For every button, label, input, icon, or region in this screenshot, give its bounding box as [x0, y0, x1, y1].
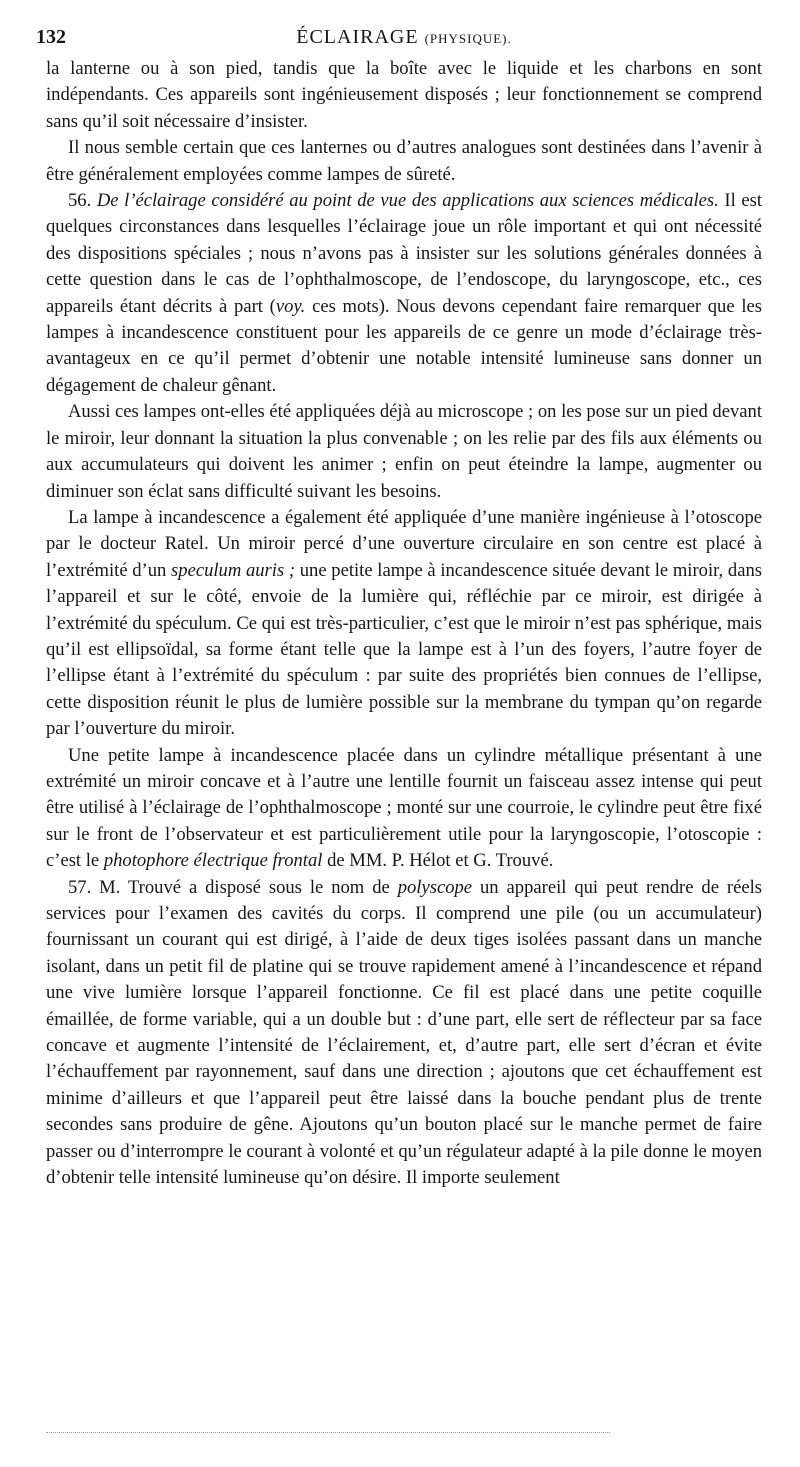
speculum-term: speculum auris ; — [171, 559, 296, 581]
running-head-subtitle: (PHYSIQUE). — [424, 31, 512, 46]
section-text-continued: ces mots). Nous devons cependant faire remarquer que les lampes à incandescence constituent pour les appareils de ce genre un mode d’éclairage très-avantageux en ce qu’il permet d’obtenir une notable intensité lumineuse sans donner un dégagement de chaleur gênant. — [46, 295, 763, 396]
running-head — [46, 24, 762, 52]
paragraph-text-continued: une petite lampe à incandescence située devant le miroir, dans l’appareil et sur le côté, envoie de la lumière qui, réfléchie par ce miroir, est dirigée à l’extrémité du spéculum. Ce qui est très-particulier, c’est que le miroir n’est pas sphérique, mais qu’il est ellipsoïdal, sa forme étant telle que la lampe est à l’un des foyers, l’autre foyer de l’ellipse étant à l’extrémité du spéculum : par suite des propriétés bien connues de l’ellipse, cette disposition réunit le plus de lumière possible sur la membrane du tympan qu’on regarde par l’ouverture du miroir. — [46, 559, 762, 740]
paragraph-1: la lanterne ou à son pied, tandis que la boîte avec le liquide et les charbons en sont indépendants. Ces appareils sont ingénieusement disposés ; leur fonctionnement se comprend sans qu’il soit nécessaire d’insister. — [46, 58, 762, 132]
paragraph-text-continued: de MM. P. Hélot et G. Trouvé. — [322, 850, 554, 872]
paragraph-6 — [46, 743, 762, 875]
page-number: 132 — [36, 26, 66, 48]
paragraph-text: La lampe à incandescence a également été appliquée d’une manière ingénieuse à l’otoscope par le docteur Ratel. Un miroir percé d’une ouverture circulaire en son centre est placé à l’extrémité d’un — [46, 506, 762, 581]
paragraph-4: Aussi ces lampes ont-elles été appliquées déjà au microscope ; on les pose sur un pied devant le miroir, leur donnant la situation la plus convenable ; on les relie par des fils aux éléments ou aux accumulateurs qui doivent les animer ; enfin on peut éteindre la lampe, augmenter ou diminuer son éclat sans difficulté suivant les besoins. — [46, 401, 762, 502]
section-number: 57. — [68, 876, 92, 898]
polyscope-term: polyscope — [397, 876, 473, 898]
paragraph-text: Une petite lampe à incandescence placée dans un cylindre métallique présentant à une extrémité un miroir concave et à l’autre une lentille fournit un faisceau assez intense qui peut être utilisé à l’éclairage de l’ophthalmoscope ; monté sur une courroie, le cylindre peut être fixé sur le front de l’observateur et est particulièrement utile pour la laryngoscopie, l’otoscopie : c’est le — [46, 744, 762, 872]
running-head-title: ÉCLAIRAGE — [296, 26, 419, 48]
body-text — [46, 56, 762, 1191]
footer-dotted-rule — [46, 1432, 610, 1433]
page-header — [36, 24, 762, 54]
section-text: Il est quelques circonstances dans lesquelles l’éclairage joue un rôle important et qui ont nécessité des dispositions spéciales ; nous n’avons pas à insister sur les solutions générales données à cette question dans le cas de l’ophthalmoscope, de l’endoscope, du laryngoscope, etc., ces appareils étant décrits à part ( — [46, 190, 762, 317]
section-57 — [46, 875, 762, 1192]
section-56 — [46, 188, 762, 399]
voy-reference: voy. — [275, 295, 306, 317]
paragraph-5 — [46, 505, 762, 743]
photophore-term: photophore électrique frontal — [103, 850, 323, 872]
section-title: De l’éclairage considéré au point de vue des applications aux sciences médicales. — [96, 190, 719, 212]
section-number: 56. — [68, 190, 92, 212]
section-text: M. Trouvé a disposé sous le nom de — [91, 876, 398, 898]
paragraph-2: Il nous semble certain que ces lanternes ou d’autres analogues sont destinées dans l’avenir à être généralement employées comme lampes de sûreté. — [46, 137, 762, 185]
section-text-continued: un appareil qui peut rendre de réels services pour l’examen des cavités du corps. Il comprend une pile (ou un accumulateur) fournissant un courant qui est dirigé, à l’aide de deux tiges isolées passant dans un manche isolant, dans un petit fil de platine qui se trouve rapidement amené à l’incandescence et répand une vive lumière lorsque l’appareil fonctionne. Ce fil est placé dans une petite coquille émaillée, de forme variable, qui a un double but : d’une part, elle sert de réflecteur par sa face concave et augmente l’intensité de l’éclairement, et, d’autre part, elle sert d’écran et évite l’échauffement par rayonnement, sauf dans une direction ; ajoutons que cet échauffement est minime d’ailleurs et que l’appareil peut être laissé dans la bouche pendant plus de trente secondes sans produire de gêne. Ajoutons qu’un bouton placé sur le manche permet de faire passer ou d’interrompre le courant à volonté et qu’un régulateur adapté à la pile donne le moyen d’obtenir telle intensité lumineuse qu’on désire. Il importe seulement — [46, 876, 762, 1189]
